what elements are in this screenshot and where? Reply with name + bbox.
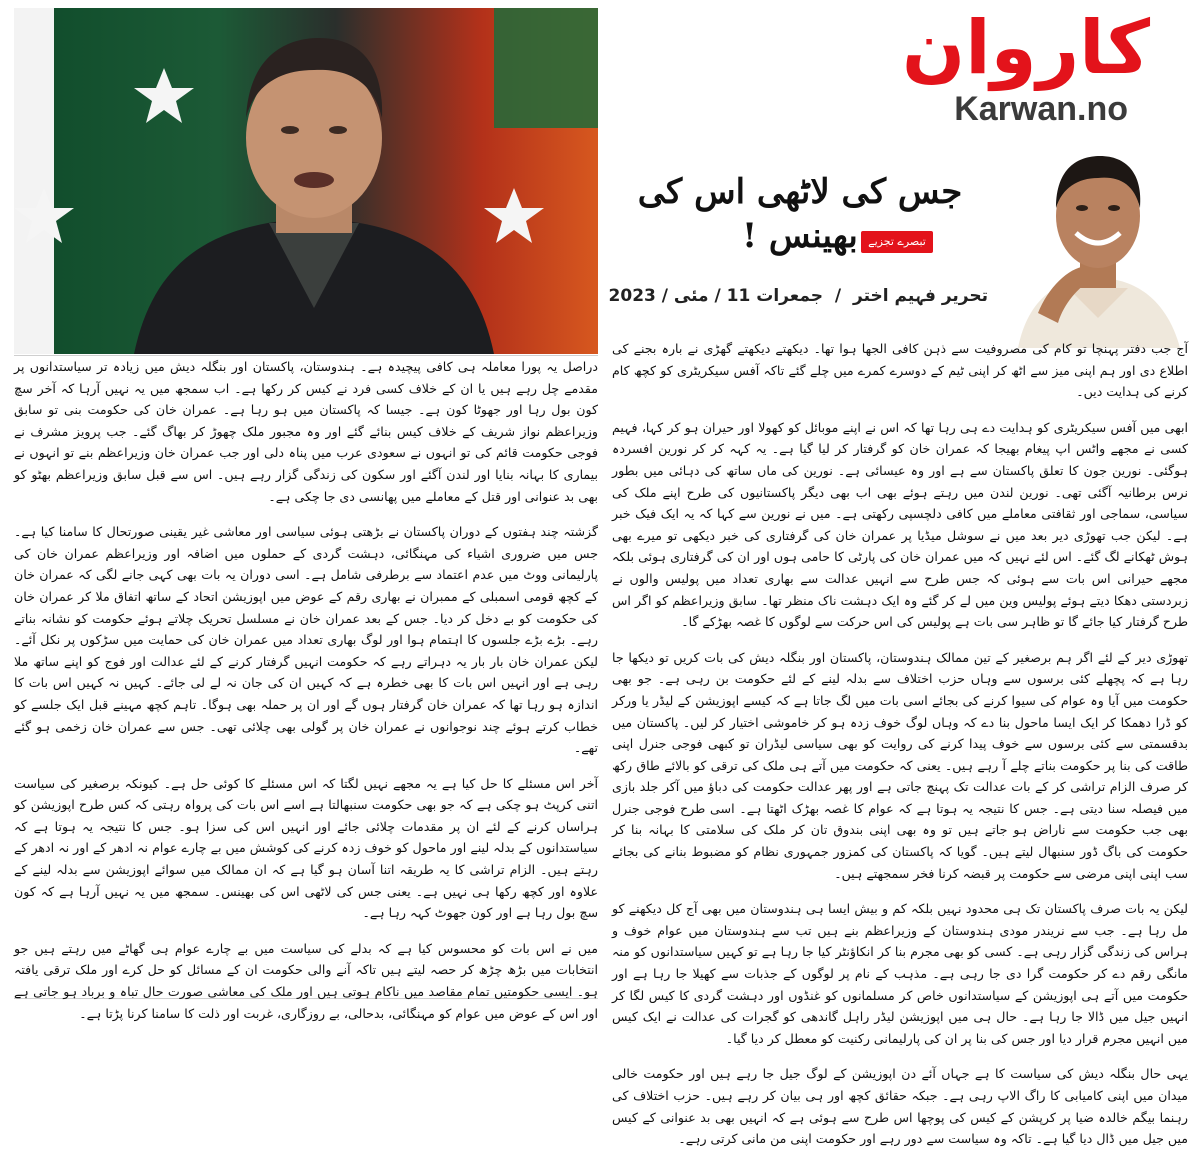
byline-separator: / [834, 286, 842, 306]
right-paragraph-4: لیکن یہ بات صرف پاکستان تک ہی محدود نہیں بلکہ کم و بیش ایسا ہی ہندوستان میں بھی آج کل دیکھنے کو مل رہا ہے۔ جب سے نریندر مودی ہندوستان کے وزیراعظم بنے ہیں تب سے ہندوستان میں عوام خوف و ہراس کی زندگی گزار رہی ہے۔ کسی کو بھی مجرم بنا کر انکاؤنٹر کیا جا رہا ہے تو کہیں سیاستدانوں کو منہ مانگی رقم دے کر حکومت گرا دی جا رہی ہے۔ مذہب کے نام پر لوگوں کے جذبات سے کھیلا جا رہا ہے اور حکومت میں آتے ہی اپوزیشن کے سیاستدانوں خاص کر مسلمانوں کو غنڈوں اور دہشت گردی کا کیس لگا کر انہیں جیل میں ڈالا جا رہا ہے۔ حال ہی میں اپوزیشن لیڈر راہل گاندھی کو گجرات کی عدالت نے ایک کیس میں انہیں مجرم قرار دیا اور جس کی بنا پر ان کی پارلیمانی رکنیت کو معطل کر دیا گیا۔ [612, 901, 1188, 1046]
left-paragraph-2: گزشتہ چند ہفتوں کے دوران پاکستان نے بڑھتی ہوئی سیاسی اور معاشی غیر یقینی صورتحال کا سامنا کیا ہے۔ جس میں ضروری اشیاء کی مہنگائی، دہشت گردی کے حملوں میں اضافہ اور وزیراعظم عمران خان کی پارلیمانی ووٹ میں عدم اعتماد سے برطرفی شامل ہے۔ اسی دوران یہ بات بھی کہی جانے لگی کہ عمران خان کے کچھ قومی اسمبلی کے ممبران نے بھاری رقم کے عوض میں اپوزیشن اتحاد کے ساتھ اتفاق ملا کر عمران خان کی حکومت کو بے دخل کر دیا۔ جس کے بعد عمران خان نے مسلسل تحریک چلاتے ہوئے حکومت کو نشانہ بناتے رہے۔ بڑے بڑے جلسوں کا اہتمام ہوا اور لوگ بھاری تعداد میں عمران خان کی حمایت میں سڑکوں پر نکل آئے۔ لیکن عمران خان بار بار یہ دہراتے رہے کہ حکومت انہیں گرفتار کرنے کے لئے عدالت اور فوج کو اپنے ساتھ ملا رہی ہے اور انہیں اس بات کا بھی خطرہ ہے کہ کہیں ان کی جان نہ لے لی جائے۔ کہیں نہ کہیں اس بات کا اندازہ ہو رہا تھا کہ عمران خان گرفتار ہوں گے اور ان پر حملہ بھی ہوگا۔ تاہم کچھ مہینے قبل ایک جلسے کو خطاب کرتے ہوئے چند نوجوانوں نے عمران خان پر گولی بھی چلائی تھی۔ جس سے عمران خان زخمی ہو گئے تھے۔ [14, 524, 598, 756]
article-headline: جس کی لاٹھی اس کی بھینس ! [637, 172, 963, 256]
logo-latin: Karwan.no [954, 90, 1128, 128]
author-portrait-illustration [998, 138, 1188, 348]
right-paragraph-1: آج جب دفتر پہنچا تو کام کی مصروفیت سے ذہن کافی الجھا ہوا تھا۔ دیکھتے دیکھتے گھڑی نے بارہ بجنے کی اطلاع دی اور ہم اپنی میز سے اٹھ کر اپنی ٹیم کے دوسرے کمرے میں چلے گئے تاکہ آفس سیکریٹری کو کچھ کام کرنے کی ہدایت دیں۔ [612, 341, 1188, 400]
byline-day: جمعرات [756, 286, 823, 306]
left-paragraph-3: آخر اس مسئلے کا حل کیا ہے یہ مجھے نہیں لگتا کہ اس مسئلے کا کوئی حل ہے۔ کیونکہ برصغیر کی سیاست اتنی کرپٹ ہو چکی ہے کہ جو بھی حکومت سنبھالتا ہے اسے اس بات کی پرواہ رہتی کہ کس طرح اپوزیشن کو ہراساں کرنے کے لئے ان پر مقدمات چلائی جائے اور انہیں اس کی سزا ہو۔ جس کا نتیجہ یہ ہوتا ہے کہ سیاستدانوں کے بدلہ لینے اور ماحول کو خوف زدہ کرنے کی کوشش میں بے چارے عوام نہ ادھر کے اور نہ ادھر کے رہتے ہیں۔ الزام تراشی کا یہ طریقہ اتنا آسان ہو گیا ہے کہ ان ممالک میں سوائے اپوزیشن سے بدلہ لینے کے علاوہ اور کچھ رکھا ہی نہیں ہے۔ یعنی جس کی لاٹھی اس کی بھینس۔ سمجھ میں یہ نہیں آرہا ہے کہ کون سچ بول رہا ہے اور کون جھوٹ کہہ رہا ہے۔ [14, 775, 598, 921]
byline [608, 276, 988, 316]
left-column [14, 356, 598, 1021]
right-paragraph-5: یہی حال بنگلہ دیش کی سیاست کا ہے جہاں آئے دن اپوزیشن کے لوگ جیل جا رہے ہیں اور حکومت خالی میدان میں اپنی کامیابی کا راگ الاپ رہی ہے۔ جبکہ حقائق کچھ اور ہی بیان کر رہے ہیں۔ حزب اختلاف کی رہنما بیگم خالدہ ضیا پر کرپشن کے کیس کی پوچھا اس طرح سے ہوئی ہے کہ انہیں بھی بد عنوانی کے کیس میں جیل میں ڈال دیا گیا ہے۔ تاکہ وہ سیاست سے دور رہے اور حکومت اپنی من مانی کرتی رہے۔ [612, 1066, 1188, 1147]
right-column [612, 338, 1188, 1147]
right-paragraph-3: تھوڑی دیر کے لئے اگر ہم برصغیر کے تین ممالک ہندوستان، پاکستان اور بنگلہ دیش کی بات کریں تو دیکھا جا رہا ہے کہ پچھلے کئی برسوں سے وہاں حزب اختلاف سے بدلہ لینے کے لئے حکومت بن رہی ہے۔ جو بھی حکومت میں آیا وہ عوام کی سیوا کرنے کی بجائے اسی بات میں لگ جاتا ہے کہ کیسے اپوزیشن کے لیڈر یا ورکر کو ڈرا دھمکا کر ایک ایسا ماحول بنا دے کہ وہاں لوگ خوف زدہ ہو کر خاموشی اختیار کر لیں۔ پاکستان میں بدقسمتی سے کئی برسوں سے خوف پیدا کرنے کی روایت کو بھی سیاسی لیڈران تو کبھی فوجی جنرل اپنی طاقت کی بنا پر حکومت بناتے چلے آ رہے ہیں۔ یعنی کہ حکومت میں آتے ہی ملک کی ترقی کو بالائے طاق رکھ کر صرف الزام تراشی کر کے بات عدالت تک پہنچ جاتی ہے اور پھر عدالت حکومت کی دباؤ میں آکر جلد بازی میں فیصلہ سنا دیتی ہے۔ جس کا نتیجہ یہ ہوتا ہے کہ عوام کا غصہ بھڑک اٹھتا ہے۔ اسی طرح فوجی جنرل بھی جب حکومت سے ناراض ہو جاتے ہیں تو وہ بھی اپنی بندوق تان کر ملک کی سلامتی کا بہانہ بنا کر حکومت کی باگ ڈور سنبھال لیتے ہیں۔ گویا کہ پاکستان کی کمزور جمہوری نظام کو مضبوط بنانے کی بجائے سب اپنی اپنی مرضی سے حکومت پر قبضہ کرنا فخر سمجھتے ہیں۔ [612, 649, 1188, 881]
speaker-photo-illustration [14, 8, 598, 354]
byline-date: 11 / مئی / 2023 [608, 286, 751, 306]
logo-urdu: کاروان [902, 5, 1150, 91]
byline-author: تحریر فہیم اختر [853, 286, 988, 306]
category-badge[interactable]: تبصرے تجزیے [861, 231, 933, 253]
left-paragraph-1: دراصل یہ پورا معاملہ ہی کافی پیچیدہ ہے۔ ہندوستان، پاکستان اور بنگلہ دیش میں زیادہ تر سیاستدانوں پر مقدمے چل رہے ہیں یا ان کے خلاف کسی فرد نے کیس کر رکھا ہے۔ اب سمجھ میں یہ نہیں آرہا کہ آخر سچ کون بول رہا اور جھوٹا کون ہے۔ جیسا کہ پاکستان میں ہو رہا ہے۔ عمران خان کی حکومت بنی تو سابق وزیراعظم نواز شریف کے خلاف کیس بنائے گئے اور وہ مجبور ملک چھوڑ کر بھاگ گئے۔ جب پرویز مشرف نے فوجی حکومت قائم کی تو انہوں نے سعودی عرب میں پناہ دلی اور جب عمران خان وزیراعظم بنے تو انہوں نے بیماری کا بہانہ بنایا اور لندن آگئے اور سکون کی زندگی گزار رہے ہیں۔ اس سے قبل سابق وزیراعظم بھٹو کو بھی بد عنوانی اور قتل کے معاملے میں پھانسی دی جا چکی ہے۔ [14, 359, 598, 504]
author-photo [998, 138, 1188, 348]
left-paragraph-4: میں نے اس بات کو محسوس کیا ہے کہ بدلے کی سیاست میں بے چارے عوام ہی گھاٹے میں رہتے ہیں جو انتخابات میں بڑھ چڑھ کر حصہ لیتے ہیں تاکہ آنے والی حکومت ان کے مسائل کو حل کرے اور ملک ترقی یافتہ ہو۔ ایسی حکومتیں تمام مقاصد میں ناکام ہوتی ہیں اور ملک کی معاشی صورت حال تباہ و برباد ہو جاتی ہے اور اس کے عوض میں عوام کو مہنگائی، بدحالی، بے روزگاری، غربت اور ذلت کا سامنا کرنا پڑتا ہے۔ [14, 940, 598, 1021]
masthead [760, 6, 1180, 136]
right-paragraph-2: ابھی میں آفس سیکریٹری کو ہدایت دے ہی رہا تھا کہ اس نے اپنے موبائل کو کھولا اور حیران ہو کر کہا، فہیم کسی نے مجھے واٹس اپ پیغام بھیجا کہ عمران خان کو گرفتار کر لیا گیا ہے۔ یہ کہہ کر کر نورین افسردہ ہوگئی۔ نورین جون کا تعلق پاکستان سے ہے اور وہ عیسائی ہے۔ نورین کی ماں ساتھ کی دہائی میں بطور نرس برطانیہ آگئی تھی۔ نورین لندن میں رہتے ہوئے بھی اب بھی دیگر پاکستانیوں کی طرح اپنے ملک کی سیاسی، سماجی اور ثقافتی معاملے میں کافی دلچسپی رکھتی ہے۔ میں نے نورین سے کہا کہ یہ ایک فیک خبر ہے۔ لیکن جب تھوڑی دیر بعد میں نے سوشل میڈیا پر عمران خان کی گرفتاری کی خبر دیکھی تو میرے بھی ہوش ٹھکانے لگ گئے۔ اس لئے نہیں کہ میں عمران خان کی پارٹی کا حامی ہوں اور ان کی گرفتاری ہوئی بلکہ مجھے حیرانی اس بات سے ہوئی کہ جس طرح سے انہیں عدالت سے بھاری تعداد میں پولیس والوں نے زبردستی دھکا دیتے ہوئے پولیس وین میں لے کر گئے وہ ایک دہشت ناک منظر تھا۔ سابق وزیراعظم کو اگر اس طرح گرفتار کیا جائے گا تو ظاہر سی بات ہے پولیس کی اس حرکت سے لوگوں کا غصہ بھڑکے گا۔ [612, 419, 1188, 630]
main-photo [14, 8, 598, 354]
